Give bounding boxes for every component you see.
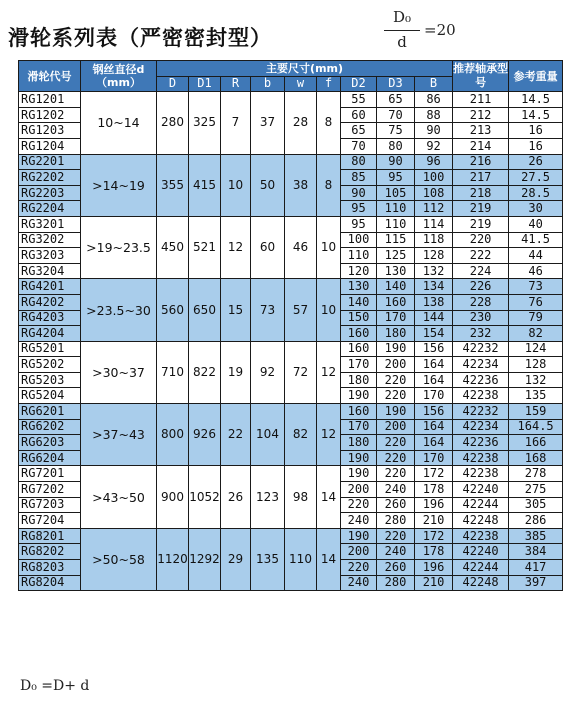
bearing-cell: 232 <box>453 326 509 342</box>
pulley-code-cell: RG6202 <box>19 419 81 435</box>
dim-d1-cell: 415 <box>189 154 221 216</box>
bearing-cell: 211 <box>453 92 509 108</box>
table-row <box>19 92 563 108</box>
pulley-code-cell: RG2201 <box>19 154 81 170</box>
pulley-code-cell: RG6201 <box>19 404 81 420</box>
dim-d2-cell: 65 <box>341 123 377 139</box>
pulley-code-cell: RG1201 <box>19 92 81 108</box>
col-header-bearing: 推荐轴承型号 <box>453 61 509 92</box>
col-header-dim: w <box>285 76 317 92</box>
bearing-cell: 42244 <box>453 497 509 513</box>
weight-cell: 73 <box>509 279 563 295</box>
weight-cell: 30 <box>509 201 563 217</box>
dim-d3-cell: 180 <box>377 326 415 342</box>
wire-diameter-cell: >23.5~30 <box>81 279 157 341</box>
col-header-dim: D3 <box>377 76 415 92</box>
dim-d2-cell: 100 <box>341 232 377 248</box>
dim-b-cell: 92 <box>251 341 285 403</box>
col-header-dim: B <box>415 76 453 92</box>
dim-w-cell: 82 <box>285 404 317 466</box>
weight-cell: 166 <box>509 435 563 451</box>
weight-cell: 16 <box>509 123 563 139</box>
pulley-code-cell: RG8202 <box>19 544 81 560</box>
dim-b-upper-cell: 144 <box>415 310 453 326</box>
bearing-cell: 42238 <box>453 388 509 404</box>
dim-b-upper-cell: 154 <box>415 326 453 342</box>
dim-r-cell: 26 <box>221 466 251 528</box>
dim-d2-cell: 190 <box>341 388 377 404</box>
dim-b-upper-cell: 210 <box>415 575 453 591</box>
bearing-cell: 222 <box>453 248 509 264</box>
wire-diameter-label: 钢丝直径d <box>92 63 145 77</box>
dim-d3-cell: 125 <box>377 248 415 264</box>
col-header-dim: R <box>221 76 251 92</box>
dim-f-cell: 8 <box>317 92 341 154</box>
col-header-dim: D <box>157 76 189 92</box>
table-row <box>19 404 563 420</box>
fraction-bar <box>384 30 420 31</box>
dim-d1-cell: 521 <box>189 216 221 278</box>
col-header-main-dimensions: 主要尺寸(mm) <box>157 61 453 77</box>
pulley-spec-table <box>18 60 563 591</box>
weight-cell: 46 <box>509 263 563 279</box>
dim-b-cell: 135 <box>251 528 285 590</box>
dim-d3-cell: 220 <box>377 388 415 404</box>
dim-d2-cell: 170 <box>341 419 377 435</box>
dim-d-cell: 900 <box>157 466 189 528</box>
table-row <box>19 279 563 295</box>
pulley-code-cell: RG4201 <box>19 279 81 295</box>
wire-diameter-cell: >30~37 <box>81 341 157 403</box>
dim-d3-cell: 280 <box>377 575 415 591</box>
pulley-code-cell: RG8201 <box>19 528 81 544</box>
dim-d3-cell: 280 <box>377 513 415 529</box>
pulley-code-cell: RG2203 <box>19 185 81 201</box>
dim-d2-cell: 90 <box>341 185 377 201</box>
weight-cell: 417 <box>509 560 563 576</box>
dim-d3-cell: 190 <box>377 341 415 357</box>
pulley-code-cell: RG5203 <box>19 372 81 388</box>
weight-cell: 305 <box>509 497 563 513</box>
dim-f-cell: 12 <box>317 404 341 466</box>
bearing-cell: 42238 <box>453 466 509 482</box>
dim-w-cell: 72 <box>285 341 317 403</box>
dim-d3-cell: 260 <box>377 497 415 513</box>
dim-d2-cell: 190 <box>341 466 377 482</box>
bearing-cell: 219 <box>453 216 509 232</box>
col-header-dim: f <box>317 76 341 92</box>
weight-cell: 164.5 <box>509 419 563 435</box>
dim-d2-cell: 150 <box>341 310 377 326</box>
bearing-cell: 224 <box>453 263 509 279</box>
dim-b-upper-cell: 172 <box>415 466 453 482</box>
bearing-cell: 42248 <box>453 513 509 529</box>
dim-d2-cell: 160 <box>341 404 377 420</box>
pulley-code-cell: RG6204 <box>19 450 81 466</box>
dim-d3-cell: 115 <box>377 232 415 248</box>
header-row-1 <box>19 61 563 77</box>
bearing-cell: 42244 <box>453 560 509 576</box>
dim-d3-cell: 220 <box>377 372 415 388</box>
weight-cell: 79 <box>509 310 563 326</box>
table-row <box>19 216 563 232</box>
weight-cell: 40 <box>509 216 563 232</box>
dim-d2-cell: 95 <box>341 201 377 217</box>
bearing-cell: 213 <box>453 123 509 139</box>
dim-d1-cell: 325 <box>189 92 221 154</box>
dim-d3-cell: 220 <box>377 466 415 482</box>
dim-d2-cell: 200 <box>341 482 377 498</box>
formula-numerator: D₀ <box>392 8 412 26</box>
formula-value: =20 <box>424 21 456 39</box>
col-header-weight: 参考重量 <box>509 61 563 92</box>
dim-d-cell: 710 <box>157 341 189 403</box>
dim-d3-cell: 75 <box>377 123 415 139</box>
dim-d3-cell: 110 <box>377 216 415 232</box>
pulley-code-cell: RG1202 <box>19 107 81 123</box>
bearing-cell: 42248 <box>453 575 509 591</box>
pulley-code-cell: RG3201 <box>19 216 81 232</box>
dim-b-upper-cell: 178 <box>415 482 453 498</box>
dim-f-cell: 14 <box>317 528 341 590</box>
dim-b-upper-cell: 114 <box>415 216 453 232</box>
col-header-dim: D2 <box>341 76 377 92</box>
bearing-cell: 219 <box>453 201 509 217</box>
dim-b-cell: 50 <box>251 154 285 216</box>
dim-f-cell: 8 <box>317 154 341 216</box>
dim-d-cell: 280 <box>157 92 189 154</box>
dim-d3-cell: 220 <box>377 450 415 466</box>
weight-cell: 168 <box>509 450 563 466</box>
dim-d2-cell: 60 <box>341 107 377 123</box>
pulley-code-cell: RG5202 <box>19 357 81 373</box>
weight-cell: 159 <box>509 404 563 420</box>
dim-b-cell: 104 <box>251 404 285 466</box>
dim-b-cell: 60 <box>251 216 285 278</box>
bearing-cell: 216 <box>453 154 509 170</box>
dim-d3-cell: 200 <box>377 419 415 435</box>
dim-d2-cell: 180 <box>341 435 377 451</box>
dim-d3-cell: 140 <box>377 279 415 295</box>
dim-d2-cell: 170 <box>341 357 377 373</box>
dim-d3-cell: 160 <box>377 294 415 310</box>
dim-f-cell: 10 <box>317 279 341 341</box>
weight-cell: 41.5 <box>509 232 563 248</box>
dim-d3-cell: 80 <box>377 138 415 154</box>
dim-d2-cell: 70 <box>341 138 377 154</box>
dim-d3-cell: 130 <box>377 263 415 279</box>
dim-d2-cell: 160 <box>341 326 377 342</box>
bearing-cell: 42236 <box>453 372 509 388</box>
weight-cell: 124 <box>509 341 563 357</box>
dim-d3-cell: 105 <box>377 185 415 201</box>
dim-f-cell: 12 <box>317 341 341 403</box>
pulley-code-cell: RG5204 <box>19 388 81 404</box>
pulley-code-cell: RG2202 <box>19 170 81 186</box>
bearing-cell: 42232 <box>453 341 509 357</box>
dim-f-cell: 10 <box>317 216 341 278</box>
dim-b-upper-cell: 100 <box>415 170 453 186</box>
pulley-code-cell: RG1203 <box>19 123 81 139</box>
pulley-code-cell: RG3203 <box>19 248 81 264</box>
bearing-cell: 42240 <box>453 544 509 560</box>
dim-d3-cell: 220 <box>377 528 415 544</box>
dim-d-cell: 450 <box>157 216 189 278</box>
col-header-wire-diameter <box>81 61 157 92</box>
col-header-code: 滑轮代号 <box>19 61 81 92</box>
dim-w-cell: 110 <box>285 528 317 590</box>
wire-diameter-cell: >14~19 <box>81 154 157 216</box>
dim-d1-cell: 1052 <box>189 466 221 528</box>
dim-d2-cell: 140 <box>341 294 377 310</box>
dim-d2-cell: 220 <box>341 497 377 513</box>
wire-diameter-cell: >50~58 <box>81 528 157 590</box>
pulley-code-cell: RG8203 <box>19 560 81 576</box>
dim-b-upper-cell: 164 <box>415 419 453 435</box>
weight-cell: 384 <box>509 544 563 560</box>
dim-b-upper-cell: 138 <box>415 294 453 310</box>
dim-b-upper-cell: 170 <box>415 388 453 404</box>
dim-r-cell: 22 <box>221 404 251 466</box>
dim-b-upper-cell: 128 <box>415 248 453 264</box>
dim-d2-cell: 160 <box>341 341 377 357</box>
dim-b-upper-cell: 196 <box>415 560 453 576</box>
dim-b-upper-cell: 178 <box>415 544 453 560</box>
dim-b-upper-cell: 108 <box>415 185 453 201</box>
weight-cell: 82 <box>509 326 563 342</box>
dim-b-upper-cell: 96 <box>415 154 453 170</box>
formula-denominator: d <box>397 33 407 51</box>
wire-diameter-cell: >43~50 <box>81 466 157 528</box>
weight-cell: 135 <box>509 388 563 404</box>
dim-b-upper-cell: 118 <box>415 232 453 248</box>
bearing-cell: 218 <box>453 185 509 201</box>
dim-d2-cell: 220 <box>341 560 377 576</box>
dim-b-upper-cell: 164 <box>415 357 453 373</box>
table-row <box>19 154 563 170</box>
dim-b-upper-cell: 132 <box>415 263 453 279</box>
dim-d3-cell: 95 <box>377 170 415 186</box>
dim-b-upper-cell: 210 <box>415 513 453 529</box>
dim-r-cell: 15 <box>221 279 251 341</box>
weight-cell: 278 <box>509 466 563 482</box>
dim-d1-cell: 650 <box>189 279 221 341</box>
dim-d-cell: 355 <box>157 154 189 216</box>
dim-d3-cell: 200 <box>377 357 415 373</box>
pulley-code-cell: RG7202 <box>19 482 81 498</box>
pulley-code-cell: RG7203 <box>19 497 81 513</box>
dim-b-upper-cell: 164 <box>415 435 453 451</box>
weight-cell: 128 <box>509 357 563 373</box>
dim-d2-cell: 130 <box>341 279 377 295</box>
bearing-cell: 42234 <box>453 357 509 373</box>
bearing-cell: 217 <box>453 170 509 186</box>
bearing-cell: 42238 <box>453 450 509 466</box>
dim-d2-cell: 120 <box>341 263 377 279</box>
bearing-cell: 212 <box>453 107 509 123</box>
pulley-code-cell: RG3202 <box>19 232 81 248</box>
pulley-code-cell: RG1204 <box>19 138 81 154</box>
dim-d3-cell: 220 <box>377 435 415 451</box>
weight-cell: 286 <box>509 513 563 529</box>
table-row <box>19 341 563 357</box>
dim-d2-cell: 240 <box>341 575 377 591</box>
pulley-code-cell: RG8204 <box>19 575 81 591</box>
dim-r-cell: 10 <box>221 154 251 216</box>
weight-cell: 26 <box>509 154 563 170</box>
dim-d1-cell: 926 <box>189 404 221 466</box>
dim-d3-cell: 65 <box>377 92 415 108</box>
weight-cell: 44 <box>509 248 563 264</box>
dim-b-upper-cell: 86 <box>415 92 453 108</box>
dim-d3-cell: 170 <box>377 310 415 326</box>
dim-r-cell: 7 <box>221 92 251 154</box>
dim-d-cell: 800 <box>157 404 189 466</box>
dim-b-upper-cell: 134 <box>415 279 453 295</box>
dim-d3-cell: 70 <box>377 107 415 123</box>
bearing-cell: 42238 <box>453 528 509 544</box>
dim-w-cell: 98 <box>285 466 317 528</box>
dim-d2-cell: 200 <box>341 544 377 560</box>
dim-d2-cell: 190 <box>341 450 377 466</box>
table-body <box>19 92 563 591</box>
pulley-code-cell: RG2204 <box>19 201 81 217</box>
dim-d1-cell: 822 <box>189 341 221 403</box>
weight-cell: 275 <box>509 482 563 498</box>
weight-cell: 132 <box>509 372 563 388</box>
dim-b-upper-cell: 170 <box>415 450 453 466</box>
bearing-cell: 230 <box>453 310 509 326</box>
page-title: 滑轮系列表（严密密封型） <box>8 25 272 50</box>
wire-diameter-cell: >19~23.5 <box>81 216 157 278</box>
footnote-formula: D₀ =D+ d <box>20 678 90 694</box>
dim-d2-cell: 95 <box>341 216 377 232</box>
dim-b-upper-cell: 88 <box>415 107 453 123</box>
dim-r-cell: 29 <box>221 528 251 590</box>
bearing-cell: 42236 <box>453 435 509 451</box>
dim-d3-cell: 190 <box>377 404 415 420</box>
dim-d2-cell: 55 <box>341 92 377 108</box>
dim-d3-cell: 240 <box>377 482 415 498</box>
dim-b-upper-cell: 172 <box>415 528 453 544</box>
dim-d2-cell: 110 <box>341 248 377 264</box>
weight-cell: 76 <box>509 294 563 310</box>
bearing-cell: 42232 <box>453 404 509 420</box>
dim-d2-cell: 80 <box>341 154 377 170</box>
dim-d-cell: 1120 <box>157 528 189 590</box>
bearing-cell: 220 <box>453 232 509 248</box>
pulley-code-cell: RG7204 <box>19 513 81 529</box>
table-row <box>19 466 563 482</box>
dim-d2-cell: 190 <box>341 528 377 544</box>
dim-w-cell: 57 <box>285 279 317 341</box>
dim-d2-cell: 180 <box>341 372 377 388</box>
dim-w-cell: 38 <box>285 154 317 216</box>
bearing-cell: 228 <box>453 294 509 310</box>
dim-b-upper-cell: 196 <box>415 497 453 513</box>
table-row <box>19 528 563 544</box>
pulley-code-cell: RG5201 <box>19 341 81 357</box>
pulley-code-cell: RG3204 <box>19 263 81 279</box>
bearing-cell: 214 <box>453 138 509 154</box>
pulley-code-cell: RG4203 <box>19 310 81 326</box>
bearing-cell: 226 <box>453 279 509 295</box>
dim-d3-cell: 240 <box>377 544 415 560</box>
dim-d3-cell: 260 <box>377 560 415 576</box>
bearing-cell: 42234 <box>453 419 509 435</box>
dim-b-cell: 73 <box>251 279 285 341</box>
weight-cell: 14.5 <box>509 92 563 108</box>
dim-d3-cell: 90 <box>377 154 415 170</box>
weight-cell: 16 <box>509 138 563 154</box>
wire-diameter-cell: 10~14 <box>81 92 157 154</box>
weight-cell: 28.5 <box>509 185 563 201</box>
weight-cell: 27.5 <box>509 170 563 186</box>
dim-b-upper-cell: 90 <box>415 123 453 139</box>
dim-b-upper-cell: 92 <box>415 138 453 154</box>
dim-w-cell: 28 <box>285 92 317 154</box>
dim-b-cell: 37 <box>251 92 285 154</box>
pulley-code-cell: RG4202 <box>19 294 81 310</box>
dim-d1-cell: 1292 <box>189 528 221 590</box>
dim-b-upper-cell: 156 <box>415 341 453 357</box>
bearing-cell: 42240 <box>453 482 509 498</box>
dim-f-cell: 14 <box>317 466 341 528</box>
dim-d2-cell: 85 <box>341 170 377 186</box>
dim-r-cell: 19 <box>221 341 251 403</box>
dim-w-cell: 46 <box>285 216 317 278</box>
dim-b-upper-cell: 156 <box>415 404 453 420</box>
col-header-dim: D1 <box>189 76 221 92</box>
col-header-dim: b <box>251 76 285 92</box>
dim-d2-cell: 240 <box>341 513 377 529</box>
dim-d3-cell: 110 <box>377 201 415 217</box>
dim-b-upper-cell: 164 <box>415 372 453 388</box>
dim-b-cell: 123 <box>251 466 285 528</box>
pulley-code-cell: RG6203 <box>19 435 81 451</box>
wire-diameter-unit: （mm） <box>96 76 141 90</box>
dim-b-upper-cell: 112 <box>415 201 453 217</box>
weight-cell: 385 <box>509 528 563 544</box>
weight-cell: 397 <box>509 575 563 591</box>
dim-r-cell: 12 <box>221 216 251 278</box>
weight-cell: 14.5 <box>509 107 563 123</box>
wire-diameter-cell: >37~43 <box>81 404 157 466</box>
dim-d-cell: 560 <box>157 279 189 341</box>
pulley-code-cell: RG4204 <box>19 326 81 342</box>
pulley-code-cell: RG7201 <box>19 466 81 482</box>
